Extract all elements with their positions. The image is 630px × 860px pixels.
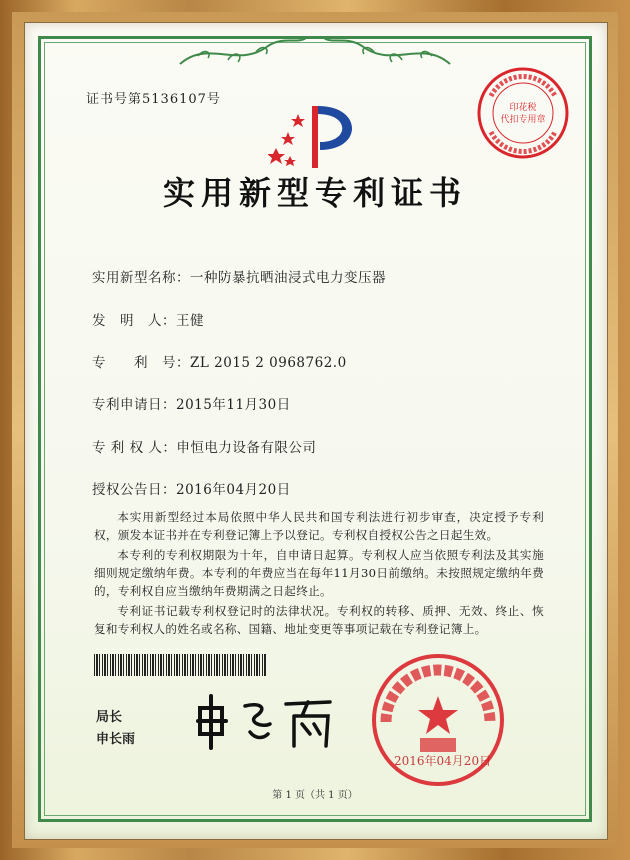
filing-date-value: 2015年11月30日 [176, 397, 291, 413]
barcode [94, 654, 266, 676]
grant-date-row [92, 478, 291, 498]
patentee-value: 申恒电力设备有限公司 [176, 440, 317, 456]
body-paragraph-2: 本专利的专利权期限为十年，自申请日起算。专利权人应当依照专利法及其实施细则规定缴纳年费。本专利的年费应当在每年11月30日前缴纳。未按照规定缴纳年费的，专利权自应当缴纳年费期满之日起终止。 [94, 548, 544, 598]
left-flourish-ornament [178, 34, 308, 74]
grant-date-value: 2016年04月20日 [176, 482, 291, 498]
seal-date: 2016年04月20日 [394, 754, 492, 768]
utility-model-name-value: 一种防暴抗晒油浸式电力变压器 [190, 270, 386, 286]
filing-date-row [92, 393, 291, 413]
right-flourish-ornament [322, 34, 452, 74]
certificate-number: 证书号第5136107号 [86, 92, 221, 107]
inventor-row [92, 309, 204, 329]
director-name: 申长雨 [96, 732, 136, 747]
tax-stamp [476, 66, 570, 160]
certificate-title: 实用新型专利证书 [162, 174, 467, 212]
sipo-logo [268, 104, 364, 170]
body-paragraph-3: 专利证书记载专利权登记时的法律状况。专利权的转移、质押、无效、终止、恢复和专利权人的姓名或名称、国籍、地址变更等事项记载在专利登记簿上。 [94, 604, 544, 636]
director-role: 局长 [96, 710, 123, 725]
body-paragraph-1: 本实用新型经过本局依照中华人民共和国专利法进行初步审查，决定授予专利权，颁发本证书并在专利登记簿上予以登记。专利权自授权公告之日起生效。 [94, 510, 544, 542]
patent-number-value: ZL 2015 2 0968762.0 [190, 355, 347, 371]
svg-text:印花税: 印花税 [509, 103, 537, 113]
filing-date-label: 专利申请日： [92, 397, 176, 413]
utility-model-name-row [92, 266, 386, 286]
grant-date-label: 授权公告日： [92, 482, 176, 498]
utility-model-name-label: 实用新型名称： [92, 270, 190, 286]
handwritten-signature [190, 688, 340, 754]
patentee-row [92, 436, 316, 456]
patentee-label: 专 利 权 人： [92, 440, 177, 456]
patent-number-row [92, 351, 347, 371]
inventor-label: 发 明 人： [92, 313, 176, 329]
patent-number-label: 专 利 号： [92, 355, 190, 371]
svg-text:代扣专用章: 代扣专用章 [500, 115, 546, 125]
page-footer: 第 1 页（共 1 页） [272, 790, 358, 801]
inventor-value: 王健 [176, 313, 204, 329]
